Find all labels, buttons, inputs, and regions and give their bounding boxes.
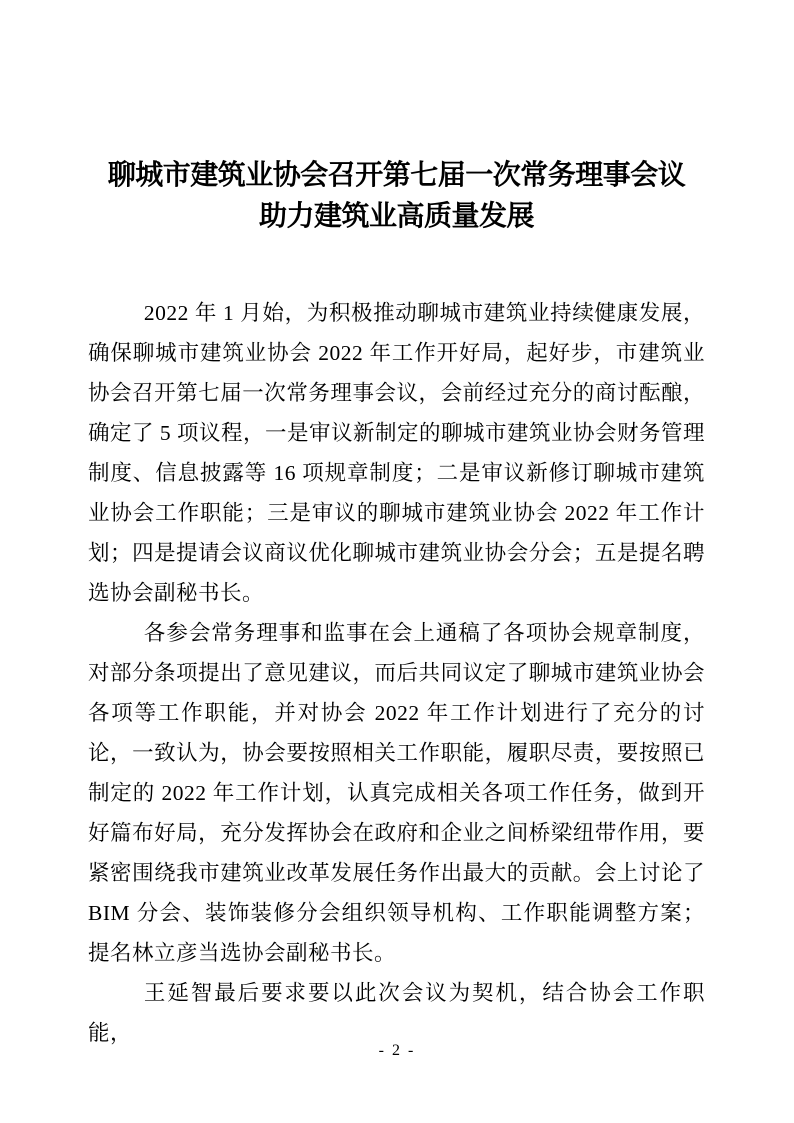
- document-title-line-1: 聊城市建筑业协会召开第七届一次常务理事会议: [107, 160, 686, 191]
- document-body: [88, 293, 705, 1053]
- page-footer: [0, 1042, 794, 1060]
- document-title-line-2: 助力建筑业高质量发展: [258, 201, 534, 232]
- paragraph-3: 王延智最后要求要以此次会议为契机，结合协会工作职能，: [88, 981, 705, 1045]
- paragraph-2: 各参会常务理事和监事在会上通稿了各项协会规章制度，对部分条项提出了意见建议，而后共同议定了聊城市建筑业协会各项等工作职能，并对协会 2022 年工作计划进行了充分的讨论，一致认为，协会要按照相关工作职能，履职尽责，要按照已制定的 2022 年工作计划，认真完成相关各项工作任务，做到开好篇布好局，充分发挥协会在政府和企业之间桥梁纽带作用，要紧密围绕我市建筑业改革发展任务作出最大的贡献。会上讨论了 BIM 分会、装饰装修分会组织领导机构、工作职能调整方案；提名林立彦当选协会副秘书长。: [88, 621, 705, 965]
- page-number: - 2 -: [378, 1042, 416, 1059]
- paragraph-1: 2022 年 1 月始，为积极推动聊城市建筑业持续健康发展，确保聊城市建筑业协会 2022 年工作开好局，起好步，市建筑业协会召开第七届一次常务理事会议，会前经过充分的商讨酝酿，确定了 5 项议程，一是审议新制定的聊城市建筑业协会财务管理制度、信息披露等 16 项规章制度；二是审议新修订聊城市建筑业协会工作职能；三是审议的聊城市建筑业协会 2022 年工作计划；四是提请会议商议优化聊城市建筑业协会分会；五是提名聘选协会副秘书长。: [88, 301, 706, 605]
- document-title: [88, 155, 705, 237]
